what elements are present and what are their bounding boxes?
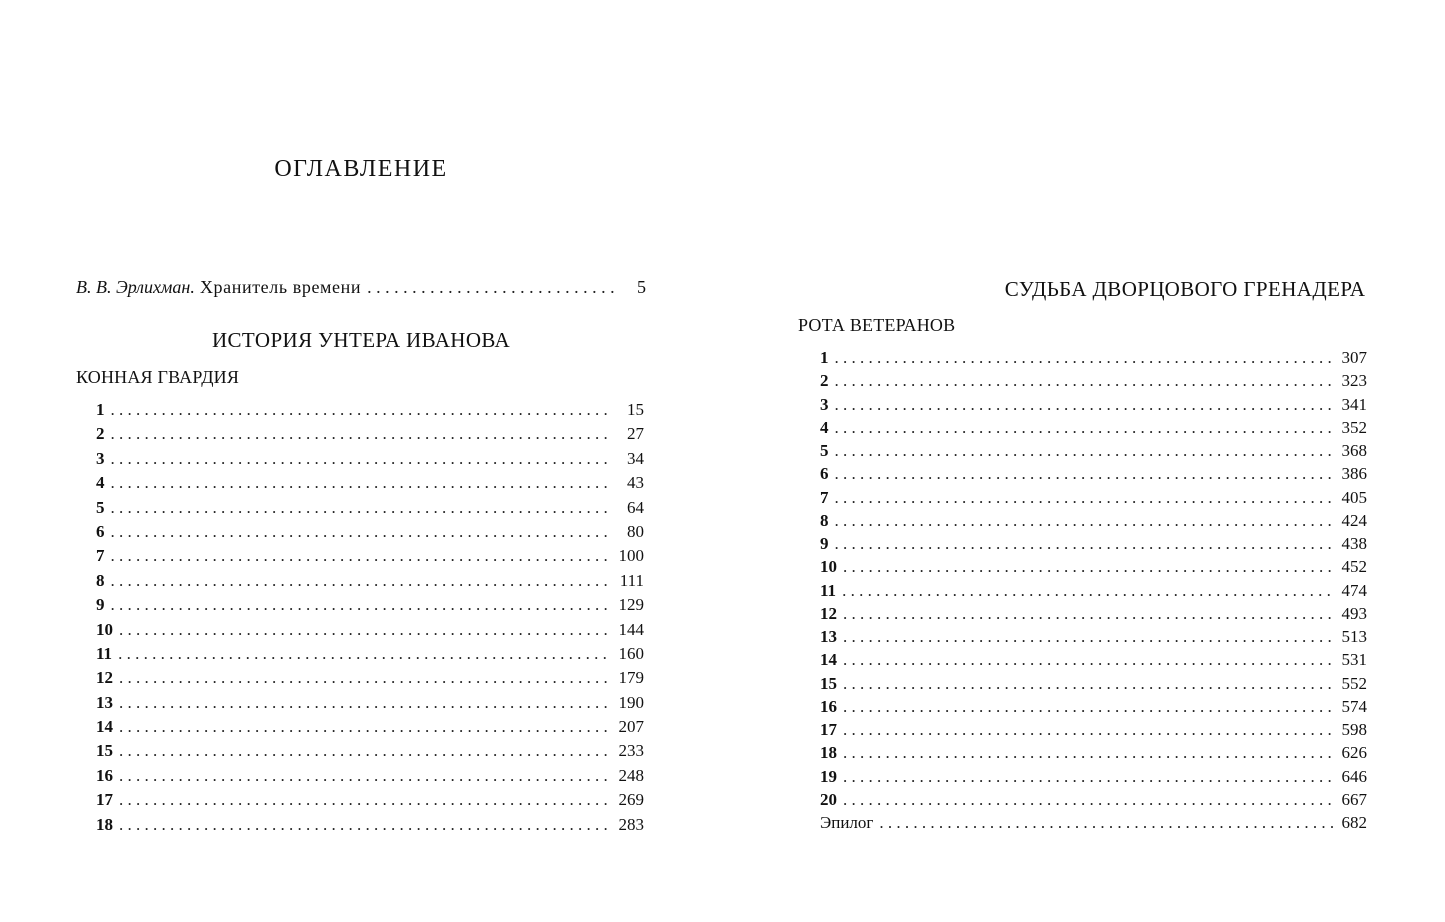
page-number: 474	[1341, 580, 1367, 600]
chapter-number: 18	[820, 743, 837, 763]
page-number: 27	[627, 424, 644, 444]
chapter-number: 11	[820, 580, 837, 600]
chapter-number: 13	[820, 627, 837, 646]
toc-entry[interactable]	[820, 604, 1367, 627]
toc-entry[interactable]	[96, 717, 644, 741]
page-number: 368	[1341, 441, 1367, 460]
page-number: 438	[1341, 534, 1367, 553]
dot-leader	[843, 557, 1335, 577]
page-number: 283	[618, 814, 644, 834]
section-title-veterans: РОТА ВЕТЕРАНОВ	[798, 315, 956, 335]
dot-leader	[835, 441, 1336, 461]
toc-entry[interactable]	[820, 627, 1367, 650]
toc-list-left	[96, 400, 644, 839]
page-number: 233	[618, 741, 644, 761]
page-number: 307	[1341, 348, 1367, 367]
toc-entry[interactable]	[820, 650, 1367, 673]
dot-leader	[111, 473, 613, 493]
dot-leader	[842, 581, 1335, 601]
dot-leader	[119, 693, 612, 713]
preface-entry[interactable]	[76, 277, 646, 303]
part-title-ivanov: ИСТОРИЯ УНТЕРА ИВАНОВА	[211, 328, 511, 352]
chapter-number: 3	[820, 394, 829, 414]
page-number: 352	[1341, 417, 1367, 437]
page-number: 341	[1341, 394, 1367, 414]
chapter-number: 8	[96, 570, 105, 590]
dot-leader	[835, 488, 1336, 508]
chapter-number: 10	[820, 557, 837, 577]
left-page	[0, 0, 722, 922]
dot-leader	[111, 522, 613, 542]
page-number: 190	[618, 692, 644, 712]
page-number: 15	[627, 400, 644, 419]
dot-leader	[835, 395, 1336, 415]
dot-leader	[879, 813, 1335, 833]
chapter-number: 5	[96, 497, 105, 517]
page-number: 646	[1341, 766, 1367, 786]
chapter-number: 12	[96, 668, 113, 688]
toc-entry[interactable]	[820, 441, 1367, 464]
page-number: 405	[1341, 487, 1367, 507]
page-number: 129	[618, 595, 644, 615]
page-number: 452	[1341, 557, 1367, 577]
toc-entry[interactable]	[820, 697, 1367, 720]
toc-entry[interactable]	[96, 644, 644, 668]
dot-leader	[843, 767, 1335, 787]
dot-leader	[843, 743, 1335, 763]
dot-leader	[119, 815, 612, 835]
toc-entry[interactable]	[820, 767, 1367, 790]
page-number: 100	[618, 546, 644, 566]
dot-leader	[111, 498, 613, 518]
page-number: 160	[618, 643, 644, 663]
chapter-number: 7	[96, 546, 105, 566]
dot-leader	[119, 766, 612, 786]
dot-leader	[835, 511, 1336, 531]
chapter-number: 4	[96, 473, 105, 493]
page-number: 493	[1341, 603, 1367, 623]
dot-leader	[843, 650, 1335, 670]
chapter-number: 16	[96, 765, 113, 785]
toc-entry[interactable]	[820, 371, 1367, 394]
dot-leader	[111, 546, 613, 566]
chapter-number: 19	[820, 766, 837, 786]
chapter-number: 9	[96, 595, 105, 615]
page-number: 43	[627, 473, 644, 493]
toc-entry[interactable]	[820, 790, 1367, 813]
chapter-number: 16	[820, 696, 837, 716]
preface-title: Хранитель времени	[194, 277, 362, 297]
chapter-number: 9	[820, 534, 829, 553]
page-number: 552	[1341, 673, 1367, 693]
toc-entry[interactable]	[96, 546, 644, 570]
page-number: 682	[1341, 813, 1367, 832]
page-number: 323	[1341, 371, 1367, 391]
right-page	[722, 0, 1445, 922]
preface-page-number: 5	[637, 277, 646, 297]
toc-entry-epilogue[interactable]	[820, 813, 1367, 836]
chapter-number: 12	[820, 603, 837, 623]
dot-leader	[843, 697, 1335, 717]
preface-author: В. В. Эрлихман.	[76, 277, 195, 297]
chapter-number: 6	[96, 521, 105, 541]
dot-leader	[835, 348, 1336, 368]
page-number: 424	[1341, 510, 1367, 530]
toc-list-right	[820, 348, 1367, 836]
toc-entry[interactable]	[96, 522, 644, 546]
dot-leader	[111, 400, 613, 420]
chapter-number: 14	[96, 717, 113, 737]
toc-entry[interactable]	[96, 741, 644, 765]
page-number: 598	[1341, 720, 1367, 739]
dot-leader	[843, 790, 1335, 810]
toc-entry[interactable]	[96, 790, 644, 814]
toc-entry[interactable]	[96, 595, 644, 619]
page-number: 80	[627, 521, 644, 541]
chapter-number: 1	[96, 400, 105, 419]
section-title-horse-guard: КОННАЯ ГВАРДИЯ	[76, 367, 240, 387]
dot-leader	[111, 595, 613, 615]
chapter-number: 10	[96, 619, 113, 639]
chapter-number: 13	[96, 692, 113, 712]
dot-leader	[835, 534, 1336, 554]
dot-leader	[843, 674, 1335, 694]
toc-entry[interactable]	[96, 498, 644, 522]
toc-entry[interactable]	[96, 424, 644, 448]
chapter-number: 15	[820, 673, 837, 693]
page-number: 574	[1341, 696, 1367, 716]
toc-entry[interactable]	[96, 815, 644, 839]
chapter-number: 14	[820, 650, 837, 670]
toc-entry[interactable]	[820, 488, 1367, 511]
epilogue-label: Эпилог	[820, 813, 874, 832]
page-number: 513	[1341, 627, 1367, 646]
dot-leader	[835, 371, 1336, 391]
page-number: 34	[627, 448, 644, 468]
page-number: 64	[627, 497, 644, 517]
toc-entry[interactable]	[96, 571, 644, 595]
chapter-number: 5	[820, 441, 829, 460]
chapter-number: 15	[96, 741, 113, 761]
chapter-number: 17	[96, 790, 113, 810]
page-number: 207	[618, 717, 644, 737]
part-title-grenadier: СУДЬБА ДВОРЦОВОГО ГРЕНАДЕРА	[1004, 277, 1366, 301]
dot-leader	[835, 464, 1336, 484]
toc-entry[interactable]	[96, 668, 644, 692]
toc-entry[interactable]	[96, 449, 644, 473]
toc-entry[interactable]	[820, 720, 1367, 743]
page-number: 667	[1341, 789, 1367, 809]
chapter-number: 1	[820, 348, 829, 367]
page-number: 179	[618, 668, 644, 688]
toc-entry[interactable]	[820, 581, 1367, 604]
chapter-number: 2	[96, 424, 105, 444]
dot-leader	[118, 644, 612, 664]
toc-entry[interactable]	[820, 534, 1367, 557]
dot-leader	[835, 418, 1336, 438]
dot-leader	[843, 720, 1335, 740]
chapter-number: 20	[820, 789, 837, 809]
dot-leader	[843, 604, 1335, 624]
page-number: 626	[1341, 743, 1367, 763]
chapter-number: 11	[96, 643, 113, 663]
toc-entry[interactable]	[820, 674, 1367, 697]
contents-heading: ОГЛАВЛЕНИЕ	[274, 156, 448, 182]
toc-entry[interactable]	[820, 464, 1367, 487]
dot-leader	[111, 424, 613, 444]
dot-leader	[119, 668, 612, 688]
page-number: 248	[618, 765, 644, 785]
toc-entry[interactable]	[96, 620, 644, 644]
toc-entry[interactable]	[820, 348, 1367, 371]
dot-leader	[111, 571, 613, 591]
toc-entry[interactable]	[820, 418, 1367, 441]
page-number: 386	[1341, 464, 1367, 484]
page-number: 531	[1341, 650, 1367, 670]
toc-entry[interactable]	[96, 766, 644, 790]
chapter-number: 7	[820, 487, 829, 507]
page-number: 269	[618, 790, 644, 810]
dot-leader	[111, 449, 613, 469]
chapter-number: 4	[820, 417, 829, 437]
dot-leader	[119, 620, 612, 640]
chapter-number: 2	[820, 371, 829, 391]
chapter-number: 17	[820, 720, 837, 739]
page-number: 111	[619, 570, 644, 590]
toc-entry[interactable]	[820, 743, 1367, 766]
dot-leader	[119, 717, 612, 737]
chapter-number: 6	[820, 464, 829, 484]
toc-entry[interactable]	[820, 557, 1367, 580]
toc-entry[interactable]	[96, 473, 644, 497]
toc-entry[interactable]	[96, 400, 644, 424]
toc-entry[interactable]	[820, 511, 1367, 534]
chapter-number: 18	[96, 814, 113, 834]
dot-leader	[119, 790, 612, 810]
dot-leader	[367, 277, 614, 298]
page-number: 144	[618, 619, 644, 639]
dot-leader	[843, 627, 1335, 647]
toc-entry[interactable]	[96, 693, 644, 717]
dot-leader	[119, 741, 612, 761]
chapter-number: 8	[820, 510, 829, 530]
toc-entry[interactable]	[820, 395, 1367, 418]
chapter-number: 3	[96, 448, 105, 468]
